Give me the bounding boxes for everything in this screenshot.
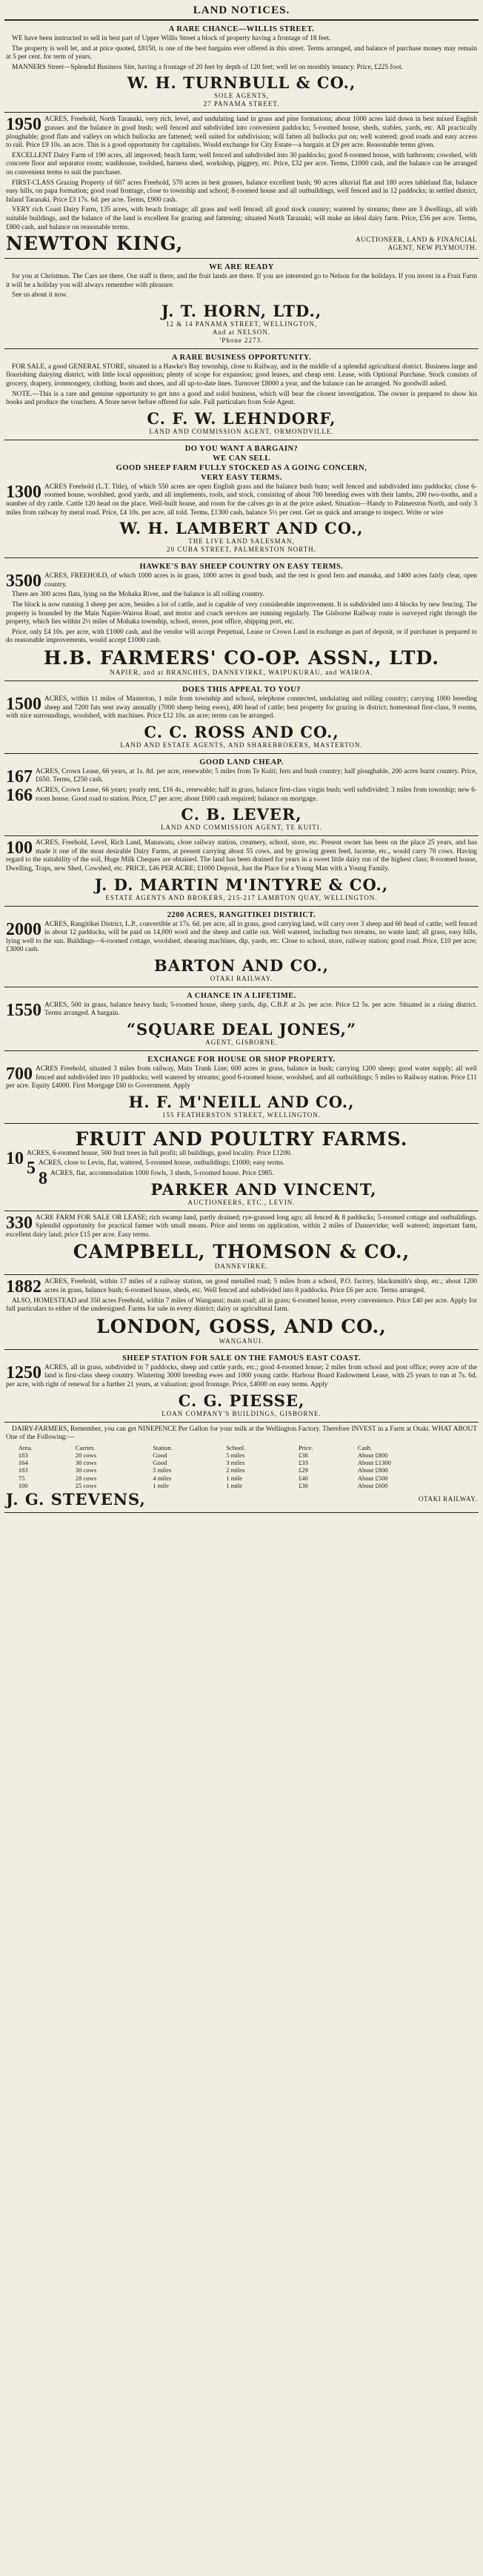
advertiser-address: And at NELSON. <box>212 328 271 336</box>
ad-body-text: MANNERS Street—Splendid Business Site, having a frontage of 20 feet by depth of 120 feet; well let on monthly tenancy. Price, £225 foot. <box>12 63 403 71</box>
ad-heading: EXCHANGE FOR HOUSE OR SHOP PROPERTY. <box>147 1056 336 1064</box>
listing-item: 167 ACRES, Crown Lease, 66 years, at 1s. 8d. per acre, renewable; 5 miles from Te Kuiti; fern and bush country; half ploughable, 200 acres burnt country. Price, £650. Terms, £250 cash. <box>6 766 477 787</box>
advertiser-address: SOLE AGENTS, <box>213 92 269 100</box>
column-header: School. <box>226 1443 246 1451</box>
table-cell: 1 mile <box>226 1474 243 1482</box>
ad-body-text: DAIRY-FARMERS, Remember, you can get NINEPENCE Per Gallon for your milk at the Wellington Factory. Therefore INVEST in a Farm at Otaki. WHAT ABOUT One of the Following:— <box>6 1425 477 1442</box>
acreage-number: 700 <box>6 1064 33 1085</box>
acreage-number: 330 <box>6 1213 33 1233</box>
advertisement <box>4 681 479 754</box>
ad-heading: DOES THIS APPEAL TO YOU? <box>182 685 301 694</box>
acreage-number: 166 <box>6 785 33 805</box>
advertisement <box>4 1051 479 1124</box>
ad-body-text: 2000 ACRES, Rangitikei District, L.P., convertible at 17s. 6d. per acre, all in grass, good carrying land, will carry over 3 sheep and 60 head of cattle; well fenced in about 12 paddocks, will be paid on 14,000 wool and the sheep and cattle out. Well watered, including two streams, no waste land; all grass, easy hills, lying well to the sun. Buildings—6-roomed cottage, woolshed, shearing machines, dip, yards, etc. Close to school, store, railway station; good road. Price, £10 per acre; £3000 cash. <box>6 919 477 954</box>
table-cell: About £600 <box>357 1481 388 1489</box>
table-cell: 4 miles <box>153 1474 172 1482</box>
table-cell: 2 miles <box>226 1466 245 1474</box>
listing-item: 8 ACRES, flat, accommodation 1000 fowls, 3 sheds, 5-roomed house. Price £985. <box>39 1169 274 1189</box>
advertiser-name: C. C. ROSS AND CO., <box>144 722 339 741</box>
ad-body-text: Price, only £4 10s. per acre, with £1000 cash, and the vendor will accept Perpetual, Lease or Crown Land in exchange as part of deposit, or if purchaser is prepared to do reasonable improvements, would accept £1000 cash. <box>6 628 477 645</box>
table-cell: 5 miles <box>226 1451 245 1459</box>
table-row <box>16 1459 468 1466</box>
ad-body-text: 1950 ACRES, Freehold, North Taranaki, very rich, level, and undulating land in grass and pine formations; about 1000 acres laid down in best mixed English grasses and the balance in good bush; well fenced and subdivided into convenient paddocks; 5-roomed house, sheds, stables, yards, etc. All practically ploughable; good flats and valleys on which bullocks are fattened; well suited for subdivision; will fatten all bullocks put on; well watered; good roads and easy access to rail. Price £9 10s. an acre. This is a good opportunity for capitalists. Would exchange for City Estate—a bargain at £9 per acre. Reasonable terms given. <box>6 115 477 150</box>
ad-body-text: 3500 ACRES, FREEHOLD, of which 1000 acres is in grass, 1000 acres in good bush, and the rest is good fern and manuka, and 1400 acres fairly clear, open country. <box>6 572 477 592</box>
advertisement <box>4 1124 479 1211</box>
advertiser-address: 'Phone 2273. <box>219 336 264 344</box>
column-header: Station. <box>153 1443 173 1451</box>
table-cell: £29 <box>298 1466 308 1474</box>
ad-body-text: The block is now running 3 sheep per acre, besides a lot of cattle, and is capable of very considerable improvement. It is subdivided into 4 blocks by new fencing. The property is bounded by the Main Napier-Wairoa Road, and motor and coach services are running regularly. The Gisborne Railway route is surveyed right through the property, which lies within 2½ miles of Mohaka township, school, stores, post office, shipping port, etc. <box>6 601 477 626</box>
ad-body-text: 1500 ACRES, within 11 miles of Masterton, 1 mile from township and school, telephone connected, undulating and rolling country; carrying 1000 breeding sheep and 7200 fats sent away annually (7000 sheep being ewes), 400 head of cattle; best property for grazing in district; homestead first-class, 9 rooms, with nice surroundings, woolshed, with machines. Price £12 10s. an acre; terms can be arranged. <box>6 694 477 721</box>
ad-body-text: for you at Christmas. The Cars are there. Our staff is there, and the fruit lands are there. If you are interested go to Nelson for the holidays. If you invest in a Fruit Farm it will be a holiday you will always remember with pleasure. <box>6 273 477 289</box>
table-row <box>16 1451 468 1459</box>
ad-heading: DO YOU WANT A BARGAIN? <box>184 444 299 453</box>
acreage-number: 2000 <box>6 919 41 939</box>
acreage-number: 100 <box>6 838 33 858</box>
ad-body-text: VERY rich Coast Dairy Farm, 135 acres, with beach frontage; all grass and well fenced; all good stock country; watered by streams; there are 3 dwellings, all with suitable buildings, and the balance of the land is excellent for grazing and fattening; situated North Taranaki; will make an ideal dairy farm. Price, £56 per acre. Terms, £800 cash, and balance on reasonable terms. <box>6 206 477 231</box>
advertiser-name: H. F. M'NEILL AND CO., <box>128 1092 355 1111</box>
ad-title: FRUIT AND POULTRY FARMS. <box>75 1128 408 1150</box>
advertiser-name: “SQUARE DEAL JONES,” <box>126 1020 357 1039</box>
ad-heading: SHEEP STATION FOR SALE ON THE FAMOUS EAST COAST. <box>122 1354 361 1363</box>
column-header: Carries. <box>75 1443 96 1451</box>
ad-heading: A RARE BUSINESS OPPORTUNITY. <box>171 353 312 362</box>
advertisement <box>4 987 479 1051</box>
advertiser-address: LAND AND COMMISSION AGENT, ORMONDVILLE. <box>149 427 334 435</box>
table-cell: 28 cows <box>75 1474 97 1482</box>
ad-body-text: 1882 ACRES, Freehold, within 17 miles of a railway station, on good metalled road; 5 miles from a school, P.O. factory, blacksmith's shop, etc.; about 1200 acres in grass, balance bush; 6-roomed house, sheds, etc. Well fenced and subdivided into 8 paddocks. Price £6 per acre. Terms arranged. <box>6 1277 477 1297</box>
table-cell: £40 <box>298 1474 308 1482</box>
table-cell: 75 <box>18 1474 25 1482</box>
ad-body-text: NOTE.—This is a rare and genuine opportunity to get into a good and solid business, which will bear the closest investigation. The owner is prepared to show his books and produce the vouchers. A Store never before offered for sale. Full particulars from Sole Agent. <box>6 390 477 407</box>
advertiser-name: C. F. W. LEHNDORF, <box>147 408 336 428</box>
ad-heading: A CHANCE IN A LIFETIME. <box>187 991 296 1000</box>
acreage-number: 1500 <box>6 694 41 714</box>
table-cell: £30 <box>298 1481 308 1489</box>
advertisement <box>4 440 479 558</box>
table-cell: 30 cows <box>75 1459 97 1467</box>
ad-subheading: WE CAN SELL <box>213 454 270 463</box>
advertiser-name: H.B. FARMERS' CO-OP. ASSN., LTD. <box>43 646 439 669</box>
advertiser-name: C. B. LEVER, <box>181 805 302 824</box>
ad-body-text: 1250 ACRES, all in grass, subdivided in 7 paddocks, sheep and cattle yards, etc.; good 4-roomed house; 2 miles from school and post office; every acre of the land is first-class sheep country. Wintering 3000 breeding ewes and 1000 young cattle. Harbour Board Endowment Lease, with 25 years to run at 7s. 6d. per acre, with right of renewal for a further 21 years, at valuation; good frontage. Price, £4000 on easy terms. Apply <box>6 1363 477 1388</box>
table-cell: £33 <box>298 1459 308 1467</box>
address-line: AUCTIONEER, LAND & FINANCIAL <box>355 236 477 244</box>
advertiser-address: LAND AND COMMISSION AGENT, TE KUITI. <box>161 824 322 832</box>
advertiser-name: W. H. TURNBULL & CO., <box>127 73 356 93</box>
table-cell: Good <box>153 1451 167 1459</box>
table-row <box>16 1474 468 1482</box>
farm-price-table <box>16 1444 468 1489</box>
advertiser-address: AUCTIONEERS, ETC., LEVIN. <box>187 1198 296 1206</box>
ad-body-text: FOR SALE, a good GENERAL STORE, situated in a Hawke's Bay township, close to Railway, and in the middle of a splendid agricultural district. Business large and flourishing dairying district, with little local opposition; plenty of scope for expansion; good leases, and cheap rent. Lease, with Optional Purchase. Stock consists of grocery, drapery, ironmongery, clothing, boots and shoes, and all up-to-date lines. Turnover £8000 a year, and the balance can be arranged. No goodwill asked. <box>6 362 477 388</box>
acreage-number: 8 <box>39 1169 47 1189</box>
advertisement <box>4 1423 479 1513</box>
advertiser-name: LONDON, GOSS, AND CO., <box>96 1315 387 1337</box>
advertiser-address: AGENT, GISBORNE. <box>205 1039 278 1047</box>
acreage-number: 167 <box>6 766 33 787</box>
advertisement <box>4 113 479 259</box>
column-header: Price. <box>298 1443 313 1451</box>
advertiser-address: OTAKI RAILWAY. <box>210 974 273 982</box>
ad-body-text: 1550 ACRES, 500 in grass, balance heavy bush; 5-roomed house, sheep yards, dip, C.B.P. at 2s. per acre. Price £2 5s. per acre. Situated in a rising district. Terms arranged. A bargain. <box>6 1000 477 1020</box>
listing-item: 166 ACRES, Crown Lease, 66 years; yearly rent, £16 4s., renewable; half in grass, balance first-class virgin bush; well subdivided; 3 miles from township; new 6-room house. Good road to station. Price, £7 per acre; about £600 cash required; balance on mortgage. <box>6 785 477 805</box>
advertiser-name: J. G. STEVENS, <box>6 1489 146 1509</box>
acreage-number: 3500 <box>6 572 41 592</box>
advertisement <box>4 754 479 836</box>
advertiser-name: NEWTON KING, <box>6 233 184 255</box>
advertiser-name: PARKER AND VINCENT, <box>150 1179 377 1199</box>
advertiser-block <box>6 1491 477 1509</box>
acreage-number: 5 <box>27 1159 36 1179</box>
ad-body-text: 100 ACRES, Freehold, Level, Rich Land, Manawatu, close railway station, creamery, school, store, etc. Present owner has been on the place 25 years, and has made it one of the most desirable Dairy Farms, at present carrying about 55 cows, and by growing green feed, lucerne, etc., would carry 70 cows. Having regard to the suitability of the soil, Huge Milk Cheques are obtained. The land has been drained for years in a sweet little dairy run of the highest class; 8-roomed house, Dwelling, Traps, new Shed, Cowshed, etc. PRICE, £46 PER ACRE; £1000 Deposit, Just the Place for a Young Man with a Young Family. <box>6 838 477 873</box>
advertiser-address <box>419 1495 477 1503</box>
ad-subheading: VERY EASY TERMS. <box>201 473 282 482</box>
ad-body-text: See us about it now. <box>12 291 68 299</box>
advertiser-name: W. H. LAMBERT AND CO., <box>119 519 364 538</box>
ad-body-text: 1300 ACRES Freehold (L.T. Title), of which 550 acres are open English grass and the balance bush burn; well fenced and subdivided into paddocks; close 6-roomed house, woolshed, good yards, and all implements, tools, and stock, consisting of about 700 breeding ewes with their lambs, 200 two-tooths, and a number of dry cattle. Cattle 120 head on the place. Well-built house, and room for the calves go in at the price asked. Situation—Handy to Palmerston North, and only 3 miles from railway by metal road. Price, £4 10s. per acre, all told. Terms, £1300 cash, balance 5½ per cent. Get us quick and arrange to inspect. Write or wire <box>6 482 477 517</box>
listing-item: 5 ACRES, close to Levin, flat, watered, 5-roomed house, outbuildings; £1000; easy terms. <box>27 1159 284 1179</box>
advertiser-name: J. T. HORN, LTD., <box>161 301 322 320</box>
land-notices-page <box>4 0 479 1513</box>
advertiser-name: J. D. MARTIN M'INTYRE & CO., <box>94 875 389 894</box>
table-cell: 164 <box>18 1459 28 1467</box>
ad-heading: HAWKE'S BAY SHEEP COUNTRY ON EASY TERMS. <box>139 563 344 572</box>
ad-body-text: FIRST-CLASS Grazing Property of 607 acres Freehold, 570 acres in best grasses, balance excellent bush; 90 acres alluvial flat and 180 acres tableland flat, balance easy hills, on papa formation; good road frontage, close to township and school; 8-roomed house and all outbuildings, well fenced and in 12 paddocks; in settled district, Inland Taranaki. Price £3 17s. 6d. per acre. Terms, £900 cash. <box>6 179 477 204</box>
address-line: OTAKI RAILWAY. <box>418 1495 477 1503</box>
ad-subheading: GOOD SHEEP FARM FULLY STOCKED AS A GOING CONCERN, <box>116 463 367 472</box>
section-title: LAND NOTICES. <box>4 0 479 21</box>
acreage-number: 1950 <box>6 115 41 135</box>
advertiser-name: C. G. PIESSE, <box>178 1391 305 1410</box>
acreage-number: 1250 <box>6 1363 41 1383</box>
advertiser-address: 155 FEATHERSTON STREET, WELLINGTON. <box>161 1110 322 1119</box>
table-cell: 183 <box>18 1466 28 1474</box>
advertiser-name: BARTON AND CO., <box>154 956 329 975</box>
advertiser-block <box>6 234 477 254</box>
column-header: Cash. <box>357 1443 373 1451</box>
table-cell: About £1300 <box>357 1459 391 1467</box>
advertisement <box>4 907 479 987</box>
advertiser-address: NAPIER, and at BRANCHES, DANNEVIRKE, WAIPUKURAU, and WAIROA. <box>110 668 373 676</box>
ad-body-text: There are 300 acres flats, lying on the Mohaka River, and the balance is all rolling country. <box>12 591 264 599</box>
table-cell: 100 <box>18 1481 28 1489</box>
advertiser-address: LAND AND ESTATE AGENTS, AND SHAREBROKERS, MASTERTON. <box>120 741 363 749</box>
advertiser-address: WANGANUI. <box>219 1337 264 1345</box>
advertiser-name: CAMPBELL, THOMSON & CO., <box>73 1241 410 1263</box>
advertiser-address: 20 CUBA STREET, PALMERSTON NORTH. <box>167 546 316 554</box>
ad-body-text: 330 ACRE FARM FOR SALE OR LEASE; rich swamp land, partly drained; rye-grassed long ago; all fenced & 8 paddocks; 5-roomed cottage and outbuildings. Splendid opportunity for practical farmer with small means. Price and terms on application, within 2 miles of Dannevirke; well watered; important farm, excellent dairy land; price £15 per acre. Easy terms. <box>6 1213 477 1239</box>
advertiser-address: DANNEVIRKE. <box>214 1262 269 1271</box>
table-cell: 5 miles <box>153 1466 172 1474</box>
ad-heading: 2200 ACRES, RANGITIKEI DISTRICT. <box>167 910 316 919</box>
column-header: Area. <box>18 1443 33 1451</box>
acreage-number: 10 <box>6 1148 24 1168</box>
ad-heading: WE ARE READY <box>209 263 274 272</box>
advertisement <box>4 21 479 113</box>
advertiser-address: ESTATE AGENTS AND BROKERS, 215-217 LAMBTON QUAY, WELLINGTON. <box>105 893 378 901</box>
advertisement-list <box>4 21 479 1513</box>
ad-heading: GOOD LAND CHEAP. <box>199 758 284 766</box>
advertisement <box>4 558 479 681</box>
acreage-number: 1550 <box>6 1000 41 1020</box>
advertisement <box>4 1211 479 1276</box>
table-cell: £38 <box>298 1451 308 1459</box>
table-cell: 1 mile <box>153 1481 170 1489</box>
advertisement <box>4 259 479 349</box>
listing-item: 10 ACRES, 6-roomed house, 500 fruit trees in full profit; all buildings, good locality. Price £1200. <box>6 1148 292 1168</box>
table-cell: 183 <box>18 1451 28 1459</box>
advertisement <box>4 349 479 440</box>
address-line: AGENT, NEW PLYMOUTH. <box>387 244 477 252</box>
ad-body-text: The property is well let, and at price quoted, £8150, is one of the best bargains ever offered in this street. Terms arranged, and balance of purchase money may remain at 5 per cent. for term of years. <box>6 44 477 62</box>
table-cell: 20 cows <box>75 1451 97 1459</box>
table-cell: 1 mile <box>226 1481 243 1489</box>
advertiser-address: LOAN COMPANY'S BUILDINGS, GISBORNE. <box>161 1409 322 1417</box>
acreage-number: 1300 <box>6 482 41 502</box>
advertiser-address: 12 & 14 PANAMA STREET, WELLINGTON, <box>166 319 317 328</box>
advertisement <box>4 1350 479 1423</box>
table-cell: 30 cows <box>75 1466 97 1474</box>
table-cell: About £500 <box>357 1474 388 1482</box>
table-header-row <box>16 1444 468 1451</box>
acreage-number: 1882 <box>6 1277 41 1297</box>
advertiser-address: THE LIVE LAND SALESMAN, <box>188 537 295 546</box>
ad-body-text: EXCELLENT Dairy Farm of 190 acres, all improved; beach farm; well fenced and subdivided into 30 paddocks; good 8-roomed house, with bathroom; cowshed, with concrete floor and separator room; washhouse, toolshed, harness shed, workshop, piggery, etc. Price, £32 per acre. Terms, £1000 cash, and the balance can be arranged on convenient terms to suit the purchaser. <box>6 151 477 176</box>
table-cell: About £800 <box>357 1451 388 1459</box>
advertisement <box>4 836 479 906</box>
ad-body-text: WE have been instructed to sell in best part of Upper Willis Street a block of property having a frontage of 18 feet. <box>12 35 331 42</box>
table-cell: About £800 <box>357 1466 388 1474</box>
ad-heading: A RARE CHANCE—WILLIS STREET. <box>168 25 315 33</box>
ad-body-text: ALSO, HOMESTEAD and 350 acres Freehold, within 7 miles of Wanganui; main road; all in grass; 6-roomed house, every convenience. Price £40 per acre. Apply for full particulars to either of the undersigned. Farms for sale in every district; dairy or agricultural farm. <box>6 1297 477 1314</box>
advertiser-address <box>356 236 477 252</box>
table-row <box>16 1482 468 1489</box>
advertisement <box>4 1275 479 1349</box>
table-cell: 3 miles <box>226 1459 245 1467</box>
table-row <box>16 1466 468 1474</box>
ad-body-text: 700 ACRES Freehold, situated 3 miles from railway, Main Trunk Line; 600 acres in grass, balance in bush; carrying 1200 sheep; good water supply; all well fenced and subdivided into 10 paddocks; well watered by streams; good 6-roomed house, woolshed, and all outbuildings; 5 miles to Railway station. Price £11 per acre. Equity £4000. First Mortgage £60 to Government. Apply <box>6 1064 477 1090</box>
table-cell: Good <box>153 1459 167 1467</box>
table-cell: 25 cows <box>75 1481 97 1489</box>
advertiser-address: 27 PANAMA STREET. <box>203 100 280 108</box>
